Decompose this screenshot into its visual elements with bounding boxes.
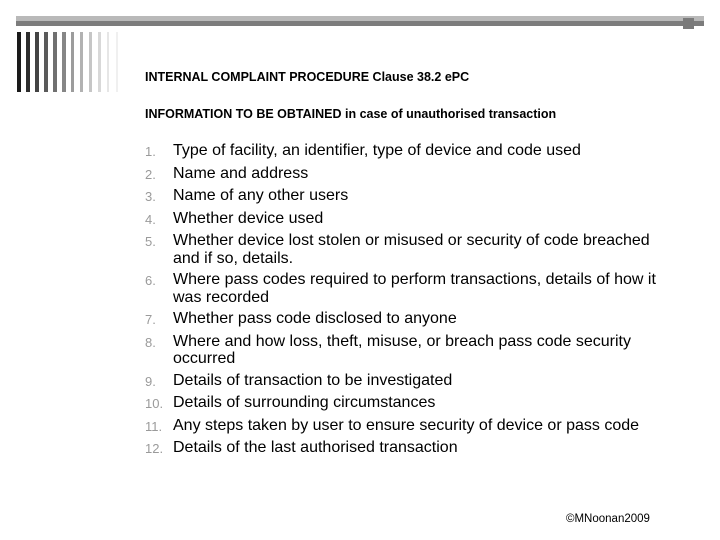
item-text: Type of facility, an identifier, type of device and code used	[173, 142, 581, 159]
item-number: 10.	[145, 396, 164, 411]
item-text: Whether device used	[173, 209, 324, 227]
copyright-footer: ©MNoonan2009	[566, 513, 650, 525]
top-stripe	[16, 16, 704, 26]
item-text: Name of any other users	[173, 187, 349, 204]
decorative-bars	[17, 32, 127, 92]
decorative-bar	[116, 32, 118, 92]
item-text: Where and how loss, theft, misuse, or breach pass code security occurred	[173, 332, 631, 367]
decorative-bar	[26, 32, 30, 92]
list-item	[145, 187, 675, 206]
list-item	[145, 417, 675, 436]
decorative-bar	[98, 32, 101, 92]
decorative-bar	[53, 32, 57, 92]
information-list	[145, 142, 675, 462]
list-item	[145, 165, 675, 184]
item-text: Details of the last authorised transaction	[173, 439, 458, 456]
item-number: 3.	[145, 189, 156, 204]
item-number: 9.	[145, 373, 156, 389]
item-text: Any steps taken by user to ensure security of device or pass code	[173, 416, 640, 434]
slide-title: INTERNAL COMPLAINT PROCEDURE Clause 38.2 ePC	[145, 70, 470, 84]
item-text: Where pass codes required to perform transactions, details of how it was recorded	[173, 271, 656, 306]
list-item	[145, 372, 675, 391]
item-number: 12.	[145, 441, 164, 456]
slide-subtitle: INFORMATION TO BE OBTAINED in case of unauthorised transaction	[145, 107, 557, 121]
item-number: 8.	[145, 334, 156, 350]
item-number: 1.	[145, 144, 156, 159]
item-text: Details of transaction to be investigated	[173, 371, 453, 389]
list-item	[145, 210, 675, 229]
item-text: Name and address	[173, 164, 309, 182]
list-item	[145, 394, 675, 413]
list-item	[145, 232, 675, 267]
item-number: 4.	[145, 211, 156, 227]
decorative-bar	[89, 32, 92, 92]
item-number: 6.	[145, 273, 156, 288]
decorative-bar	[62, 32, 66, 92]
item-number: 11.	[145, 418, 163, 434]
list-item	[145, 439, 675, 458]
corner-square	[683, 18, 694, 29]
decorative-bar	[35, 32, 39, 92]
decorative-bar	[107, 32, 109, 92]
item-number: 2.	[145, 166, 156, 182]
list-item	[145, 333, 675, 368]
list-item	[145, 142, 675, 161]
list-item	[145, 310, 675, 329]
item-number: 7.	[145, 312, 156, 327]
list-item	[145, 271, 675, 306]
decorative-bar	[44, 32, 48, 92]
decorative-bar	[71, 32, 74, 92]
decorative-bar	[80, 32, 83, 92]
item-text: Whether device lost stolen or misused or security of code breached and if so, details.	[173, 232, 650, 267]
item-text: Details of surrounding circumstances	[173, 394, 436, 411]
decorative-bar	[17, 32, 21, 92]
item-number: 5.	[145, 234, 156, 249]
item-text: Whether pass code disclosed to anyone	[173, 310, 457, 327]
